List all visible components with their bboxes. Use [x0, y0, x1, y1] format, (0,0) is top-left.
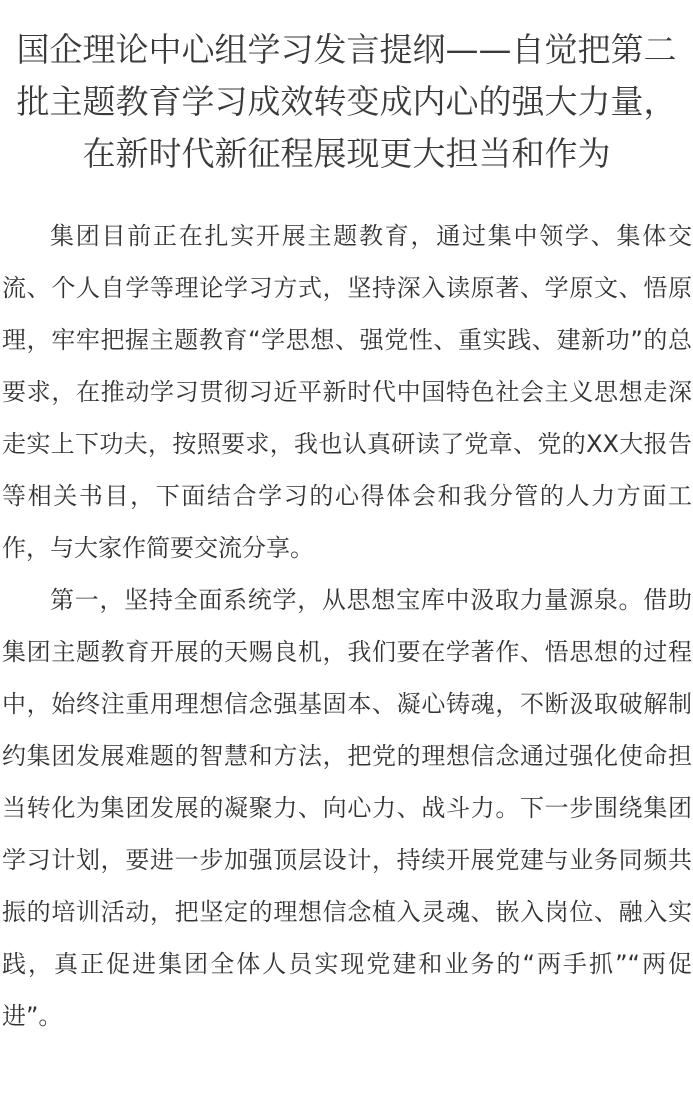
document-title: 国企理论中心组学习发言提纲——自觉把第二批主题教育学习成效转变成内心的强大力量，在新时代新征程展现更大担当和作为	[16, 30, 677, 173]
paragraph-intro: 集团目前正在扎实开展主题教育，通过集中领学、集体交流、个人自学等理论学习方式，坚持深入读原著、学原文、悟原理，牢牢把握主题教育“学思想、强党性、重实践、建新功”的总要求，在推动学习贯彻习近平新时代中国特色社会主义思想走深走实上下功夫，按照要求，我也认真研读了党章、党的XX大报告等相关书目，下面结合学习的心得体会和我分管的人力方面工作，与大家作简要交流分享。	[2, 222, 692, 562]
document-body	[2, 210, 692, 1042]
paragraph-first-point: 第一，坚持全面系统学，从思想宝库中汲取力量源泉。借助集团主题教育开展的天赐良机，我们要在学著作、悟思想的过程中，始终注重用理想信念强基固本、凝心铸魂，不断汲取破解制约集团发展难题的智慧和方法，把党的理想信念通过强化使命担当转化为集团发展的凝聚力、向心力、战斗力。下一步围绕集团学习计划，要进一步加强顶层设计，持续开展党建与业务同频共振的培训活动，把坚定的理想信念植入灵魂、嵌入岗位、融入实践，真正促进集团全体人员实现党建和业务的“两手抓”“两促进”。	[2, 586, 692, 1030]
